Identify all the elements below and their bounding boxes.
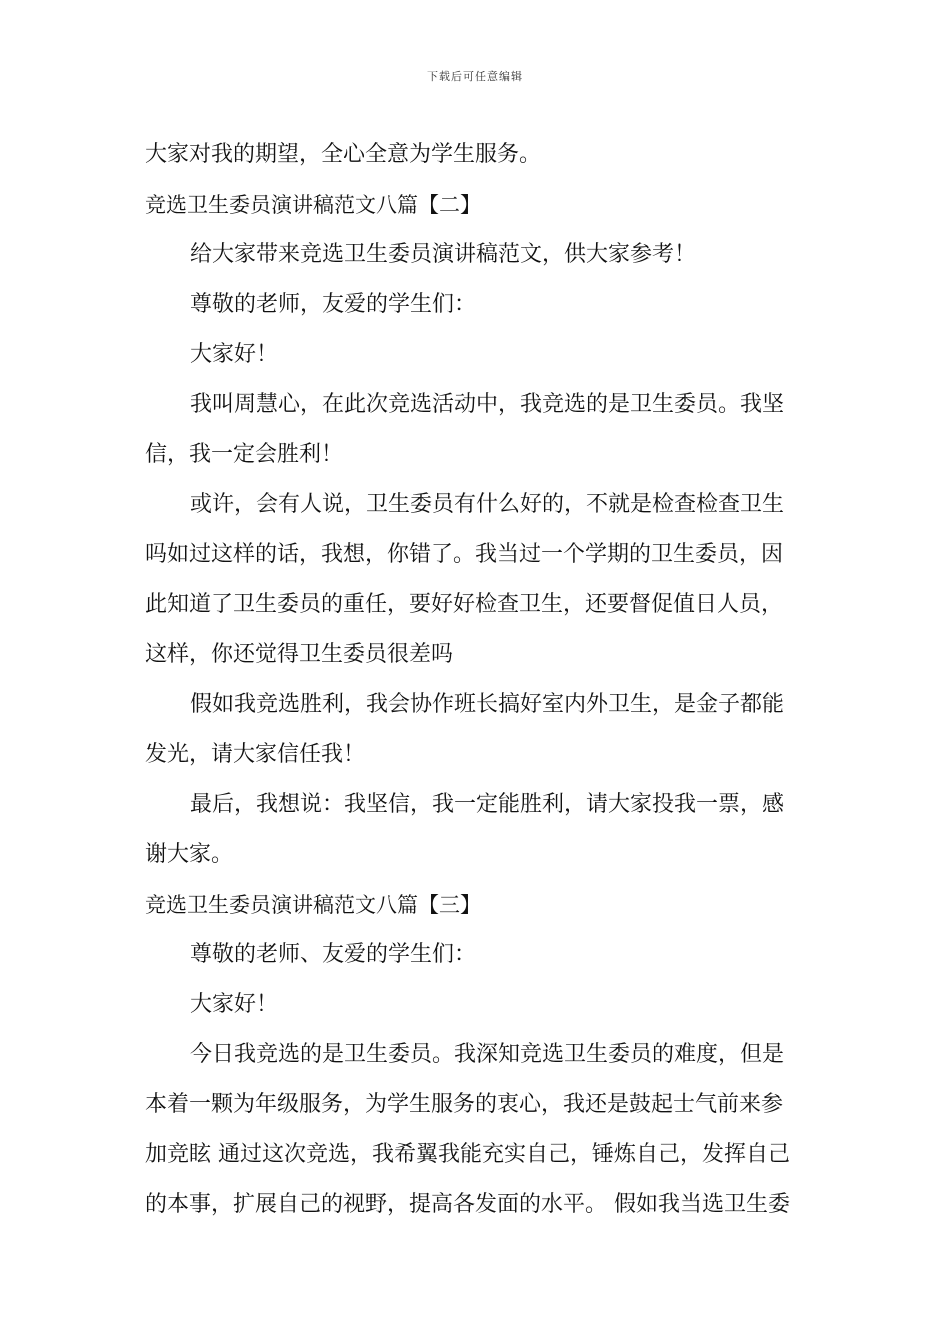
page-header: 下载后可任意编辑 <box>427 70 523 83</box>
text-line: 信，我一定会胜利！ <box>145 442 344 467</box>
text-line: 假如我竞选胜利，我会协作班长搞好室内外卫生，是金子都能 <box>190 692 785 717</box>
text-line: 此知道了卫生委员的重任，要好好检查卫生，还要督促值日人员， <box>145 592 784 617</box>
text-line: 或许，会有人说，卫生委员有什么好的，不就是检查检查卫生 <box>190 492 785 517</box>
text-line: 这样，你还觉得卫生委员很差吗 <box>145 642 454 667</box>
text-line: 大家好！ <box>190 992 279 1017</box>
text-line: 今日我竞选的是卫生委员。我深知竞选卫生委员的难度，但是 <box>190 1042 785 1067</box>
document-body <box>145 130 810 1230</box>
text-line: 尊敬的老师，友爱的学生们： <box>190 292 477 317</box>
text-line: 大家对我的期望，全心全意为学生服务。 <box>145 142 542 167</box>
section-heading: 竞选卫生委员演讲稿范文八篇【三】 <box>145 893 481 917</box>
section-heading: 竞选卫生委员演讲稿范文八篇【二】 <box>145 193 481 217</box>
text-line: 给大家带来竞选卫生委员演讲稿范文，供大家参考！ <box>190 242 697 267</box>
text-line: 谢大家。 <box>145 842 234 867</box>
text-line: 尊敬的老师、友爱的学生们： <box>190 942 477 967</box>
text-line: 本着一颗为年级服务，为学生服务的衷心，我还是鼓起士气前来参 <box>145 1092 784 1117</box>
text-line: 我叫周慧心，在此次竞选活动中，我竞选的是卫生委员。我坚 <box>190 392 785 417</box>
text-line: 最后，我想说：我坚信，我一定能胜利，请大家投我一票，感 <box>190 792 785 817</box>
text-line: 加竞眩 通过这次竞选，我希翼我能充实自己，锤炼自己，发挥自己 <box>145 1142 790 1167</box>
text-line: 发光，请大家信任我！ <box>145 742 366 767</box>
text-line: 大家好！ <box>190 342 279 367</box>
text-line: 吗如过这样的话，我想，你错了。我当过一个学期的卫生委员，因 <box>145 542 784 567</box>
text-line: 的本事，扩展自己的视野，提高各发面的水平。 假如我当选卫生委 <box>145 1192 790 1217</box>
